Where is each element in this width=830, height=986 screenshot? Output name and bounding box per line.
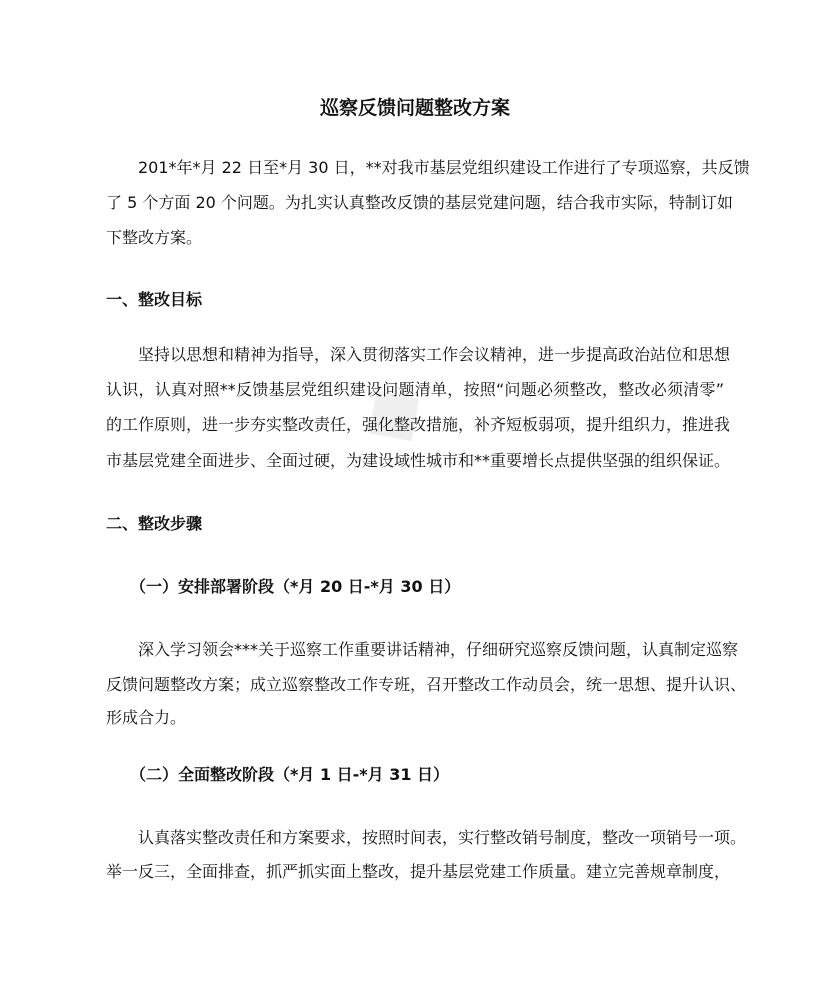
paragraph-line: 形成合力。 (106, 708, 187, 727)
paragraph-line: 了 5 个方面 20 个问题。为扎实认真整改反馈的基层党建问题，结合我市实际，特制订如 (106, 193, 733, 212)
subsection-heading: （一）安排部署阶段（*月 20 日-*月 30 日） (130, 577, 461, 596)
section-heading: 二、整改步骤 (106, 514, 203, 533)
paragraph-line: 深入学习领会***关于巡察工作重要讲话精神，仔细研究巡察反馈问题，认真制定巡察 (138, 640, 739, 659)
watermark: ◆ (338, 354, 442, 466)
paragraph-line: 举一反三，全面排查，抓严抓实面上整改，提升基层党建工作质量。建立完善规章制度， (106, 862, 731, 881)
section-heading: 一、整改目标 (106, 290, 203, 309)
paragraph-line: 认真落实整改责任和方案要求，按照时间表，实行整改销号制度，整改一项销号一项。 (138, 828, 747, 847)
subsection-heading: （二）全面整改阶段（*月 1 日-*月 31 日） (130, 765, 450, 784)
document-title: 巡察反馈问题整改方案 (319, 97, 510, 119)
paragraph-line: 下整改方案。 (106, 228, 203, 247)
paragraph-line: 市基层党建全面进步、全面过硬，为建设域性城市和**重要增长点提供坚强的组织保证。 (106, 451, 731, 470)
paragraph-line: 的工作原则，进一步夯实整改责任，强化整改措施，补齐短板弱项，提升组织力，推进我 (106, 415, 731, 434)
paragraph-line: 认识，认真对照**反馈基层党组织建设问题清单，按照“问题必须整改，整改必须清零” (106, 380, 724, 399)
paragraph-line: 201*年*月 22 日至*月 30 日，**对我市基层党组织建设工作进行了专项巡察，共反馈 (138, 158, 750, 177)
paragraph-line: 反馈问题整改方案；成立巡察整改工作专班，召开整改工作动员会，统一思想、提升认识、 (106, 675, 747, 694)
paragraph-line: 坚持以思想和精神为指导，深入贯彻落实工作会议精神，进一步提高政治站位和思想 (138, 345, 731, 364)
